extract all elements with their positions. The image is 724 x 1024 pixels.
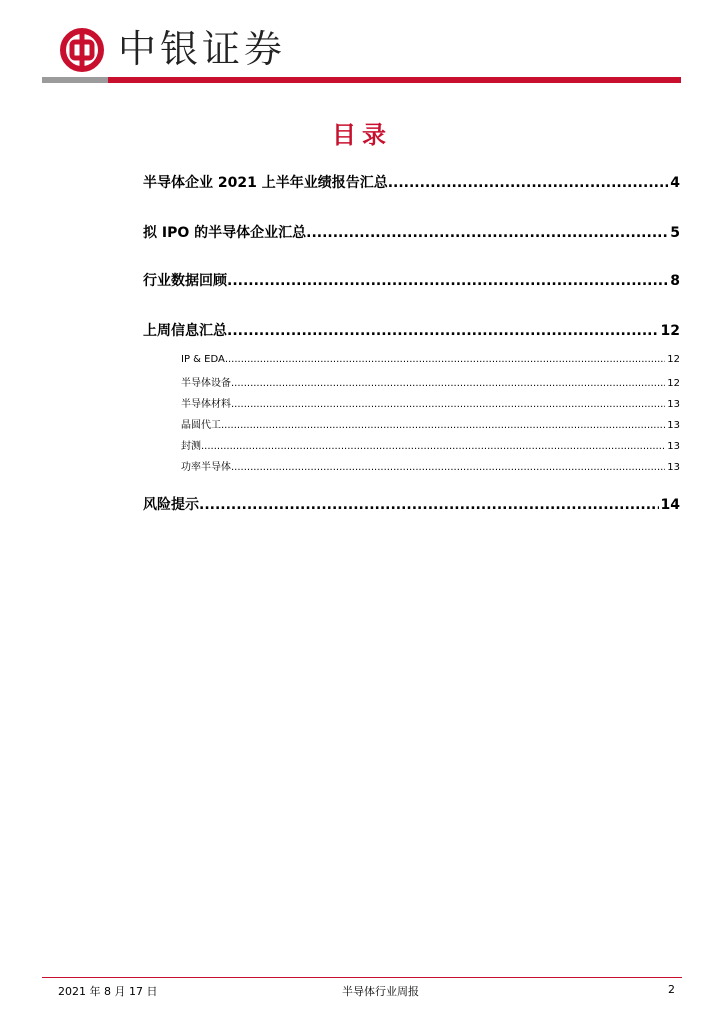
header-rule-red [108, 77, 681, 83]
toc-leader-dots [227, 273, 668, 289]
toc-leader-dots [388, 175, 669, 191]
toc-entry-page: 14 [660, 497, 680, 513]
toc-entry-label: 拟 IPO 的半导体企业汇总 [143, 225, 307, 241]
toc-leader-dots [227, 323, 659, 339]
toc-leader-dots [231, 462, 665, 473]
toc-entry-page: 5 [670, 225, 680, 241]
toc-entry-page: 13 [667, 441, 680, 452]
toc-entry-page: 4 [670, 175, 680, 191]
toc-entry-label: 上周信息汇总 [143, 323, 227, 339]
toc-subentry[interactable] [181, 374, 680, 389]
toc-entry-label: 封测 [181, 441, 201, 452]
toc-entry-label: 行业数据回顾 [143, 273, 227, 289]
toc-entry-page: 12 [667, 378, 680, 389]
footer-rule [42, 977, 682, 978]
toc-entry[interactable] [143, 494, 680, 514]
toc-entry-label: IP & EDA [181, 354, 225, 365]
toc-leader-dots [231, 378, 665, 389]
toc-entry[interactable] [143, 172, 680, 192]
toc-subentry[interactable] [181, 354, 680, 365]
toc-leader-dots [225, 354, 665, 365]
toc-entry-label: 晶圆代工 [181, 420, 221, 431]
toc-title: 目录 [332, 121, 392, 149]
toc-entry-label: 功率半导体 [181, 462, 231, 473]
toc-subentry[interactable] [181, 395, 680, 410]
page-header [0, 0, 724, 90]
toc-leader-dots [221, 420, 665, 431]
toc-entry-label: 半导体设备 [181, 378, 231, 389]
toc-entry[interactable] [143, 270, 680, 290]
toc-subentry[interactable] [181, 437, 680, 452]
toc-entry-label: 半导体材料 [181, 399, 231, 410]
toc-entry-page: 8 [670, 273, 680, 289]
toc-subentry[interactable] [181, 416, 680, 431]
header-rule-gray [42, 77, 108, 83]
toc-entry-page: 12 [660, 323, 680, 339]
toc-entry-label: 风险提示 [143, 497, 199, 513]
toc-entry-page: 13 [667, 399, 680, 410]
toc-subentry[interactable] [181, 458, 680, 473]
toc-entry-page: 13 [667, 420, 680, 431]
toc-leader-dots [306, 225, 668, 241]
toc-entry-label: 半导体企业 2021 上半年业绩报告汇总 [143, 175, 388, 191]
toc-entry[interactable] [143, 222, 680, 242]
toc-leader-dots [231, 399, 665, 410]
footer-report-name: 半导体行业周报 [342, 985, 419, 998]
toc-entry-page: 12 [667, 354, 680, 365]
brand-name: 中银证券 [118, 27, 287, 71]
toc-leader-dots [201, 441, 665, 452]
footer-date: 2021 年 8 月 17 日 [58, 985, 158, 998]
footer-page-number: 2 [668, 983, 675, 996]
bank-of-china-logo-icon [60, 28, 104, 72]
toc-leader-dots [199, 497, 659, 513]
toc-entry-page: 13 [667, 462, 680, 473]
toc-entry[interactable] [143, 320, 680, 340]
